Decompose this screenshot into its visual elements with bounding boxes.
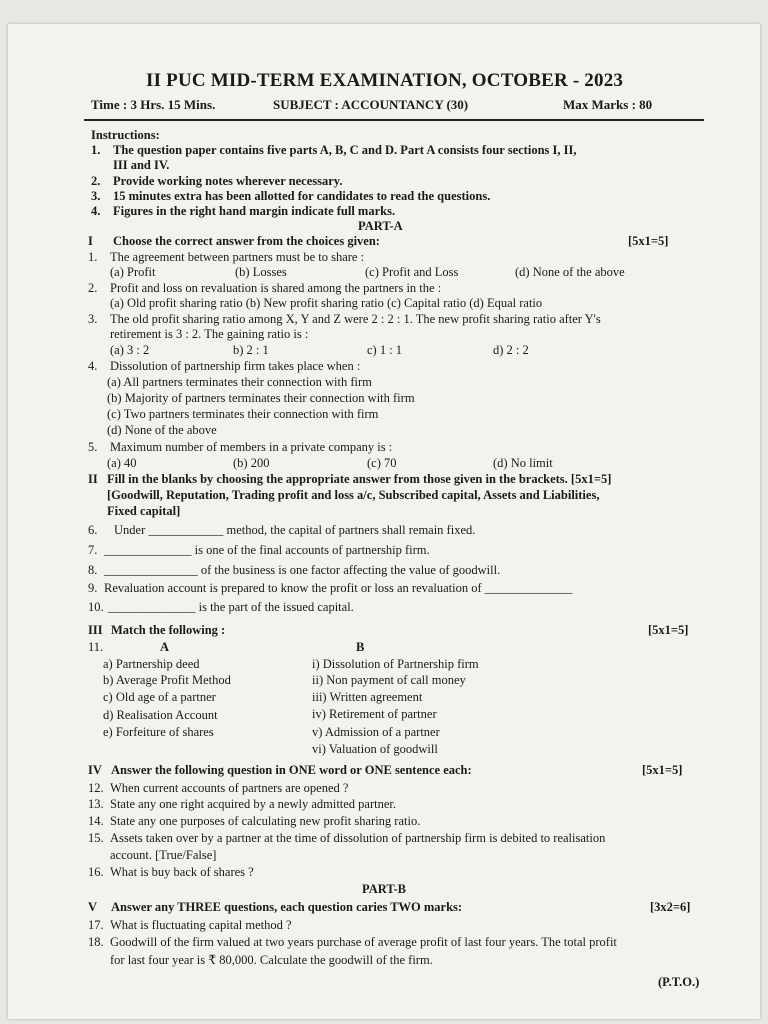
section-2-number: II — [88, 472, 98, 486]
section-4-instruction: Answer the following question in ONE word or ONE sentence each: — [111, 763, 472, 777]
q1-option-d: (d) None of the above — [515, 265, 625, 279]
instruction-1-cont: III and IV. — [113, 158, 170, 172]
q4-option-c: (c) Two partners terminates their connection with firm — [107, 407, 379, 421]
q4-text: Dissolution of partnership firm takes place when : — [110, 359, 361, 373]
pto-note: (P.T.O.) — [658, 975, 700, 989]
q1-option-b: (b) Losses — [235, 265, 287, 279]
q2-number: 2. — [88, 281, 98, 295]
exam-subject: SUBJECT : ACCOUNTANCY (30) — [273, 97, 469, 112]
q3-text: The old profit sharing ratio among X, Y and Z were 2 : 2 : 1. The new profit sharing ratio after Y's — [110, 312, 601, 326]
part-a-heading: PART-A — [358, 219, 403, 233]
match-b-item: iii) Written agreement — [312, 690, 423, 704]
instruction-3: 3. 15 minutes extra has been allotted for candidates to read the questions. — [91, 189, 491, 203]
q15-cont: account. [True/False] — [110, 848, 217, 862]
q5-option-b: (b) 200 — [233, 456, 270, 470]
q4-option-a: (a) All partners terminates their connection with firm — [107, 375, 372, 389]
header-rule — [84, 119, 704, 121]
section-5-instruction: Answer any THREE questions, each question caries TWO marks: — [111, 900, 463, 914]
q3-number: 3. — [88, 312, 98, 326]
q17: 17. What is fluctuating capital method ? — [88, 918, 292, 932]
instruction-2: 2. Provide working notes wherever necessary. — [91, 174, 343, 188]
match-a-item: b) Average Profit Method — [103, 673, 231, 687]
match-b-item: v) Admission of a partner — [312, 725, 440, 739]
q9: 9. Revaluation account is prepared to know the profit or loss an revaluation of ______________ — [88, 581, 573, 595]
match-a-item: e) Forfeiture of shares — [103, 725, 214, 739]
match-a-item: d) Realisation Account — [103, 708, 218, 722]
column-b-heading: B — [356, 640, 365, 654]
section-2-options: [Goodwill, Reputation, Trading profit and loss a/c, Subscribed capital, Assets and Liabilities, — [107, 488, 600, 502]
section-3-marks: [5x1=5] — [648, 623, 689, 637]
q5-text: Maximum number of members in a private company is : — [110, 440, 393, 454]
instruction-1: 1. The question paper contains five parts A, B, C and D. Part A consists four sections I, II, — [91, 143, 577, 157]
q10: 10. ______________ is the part of the issued capital. — [88, 600, 354, 614]
match-b-item: ii) Non payment of call money — [312, 673, 466, 687]
section-3-instruction: Match the following : — [111, 623, 226, 637]
instruction-4: 4. Figures in the right hand margin indicate full marks. — [91, 204, 396, 218]
match-a-item: c) Old age of a partner — [103, 690, 216, 704]
q1-number: 1. — [88, 250, 98, 264]
section-5-marks: [3x2=6] — [650, 900, 691, 914]
part-b-heading: PART-B — [362, 882, 407, 896]
q4-number: 4. — [88, 359, 98, 373]
column-a-heading: A — [160, 640, 170, 654]
q1-text: The agreement between partners must be to share : — [110, 250, 365, 264]
section-4-number: IV — [88, 763, 102, 777]
q1-option-c: (c) Profit and Loss — [365, 265, 459, 279]
q3-option-b: b) 2 : 1 — [233, 343, 269, 357]
q14: 14. State any one purposes of calculating new profit sharing ratio. — [88, 814, 421, 828]
q4-option-d: (d) None of the above — [107, 423, 217, 437]
q16: 16. What is buy back of shares ? — [88, 865, 254, 879]
section-1-marks: [5x1=5] — [628, 234, 669, 248]
q11-number: 11. — [88, 640, 104, 654]
match-b-item: vi) Valuation of goodwill — [312, 742, 438, 756]
q1-option-a: (a) Profit — [110, 265, 156, 279]
exam-max-marks: Max Marks : 80 — [563, 97, 653, 112]
q5-number: 5. — [88, 440, 98, 454]
q8: 8. _______________ of the business is one factor affecting the value of goodwill. — [88, 563, 501, 577]
q18: 18. Goodwill of the firm valued at two years purchase of average profit of last four years. The total profit — [88, 935, 617, 949]
q4-option-b: (b) Majority of partners terminates their connection with firm — [107, 391, 415, 405]
exam-time: Time : 3 Hrs. 15 Mins. — [91, 97, 216, 112]
match-a-item: a) Partnership deed — [103, 657, 200, 671]
q3-option-d: d) 2 : 2 — [493, 343, 529, 357]
section-2-options-cont: Fixed capital] — [107, 504, 181, 518]
q2-options: (a) Old profit sharing ratio (b) New profit sharing ratio (c) Capital ratio (d) Equal ratio — [110, 296, 543, 310]
match-b-item: iv) Retirement of partner — [312, 707, 437, 721]
q5-option-c: (c) 70 — [367, 456, 397, 470]
q2-text: Profit and loss on revaluation is shared among the partners in the : — [110, 281, 442, 295]
q12: 12. When current accounts of partners are opened ? — [88, 781, 349, 795]
section-3-number: III — [88, 623, 103, 637]
q13: 13. State any one right acquired by a newly admitted partner. — [88, 797, 397, 811]
q3-text-cont: retirement is 3 : 2. The gaining ratio is : — [110, 327, 309, 341]
section-1-number: I — [88, 234, 93, 248]
section-1-instruction: Choose the correct answer from the choices given: — [113, 234, 380, 248]
instructions-heading: Instructions: — [91, 128, 160, 142]
section-2-instruction: Fill in the blanks by choosing the appropriate answer from those given in the brackets. [5x1=5] — [107, 472, 612, 486]
q3-option-c: c) 1 : 1 — [367, 343, 403, 357]
section-5-number: V — [88, 900, 98, 914]
q5-option-d: (d) No limit — [493, 456, 553, 470]
q3-option-a: (a) 3 : 2 — [110, 343, 150, 357]
q7: 7. ______________ is one of the final accounts of partnership firm. — [88, 543, 430, 557]
q6: 6. Under ____________ method, the capital of partners shall remain fixed. — [88, 523, 476, 537]
q5-option-a: (a) 40 — [107, 456, 137, 470]
q15: 15. Assets taken over by a partner at the time of dissolution of partnership firm is debited to realisation — [88, 831, 606, 845]
q18-cont: for last four year is ₹ 80,000. Calculate the goodwill of the firm. — [110, 953, 433, 967]
exam-title: II PUC MID-TERM EXAMINATION, OCTOBER - 2023 — [146, 70, 624, 91]
match-b-item: i) Dissolution of Partnership firm — [312, 657, 479, 671]
section-4-marks: [5x1=5] — [642, 763, 683, 777]
